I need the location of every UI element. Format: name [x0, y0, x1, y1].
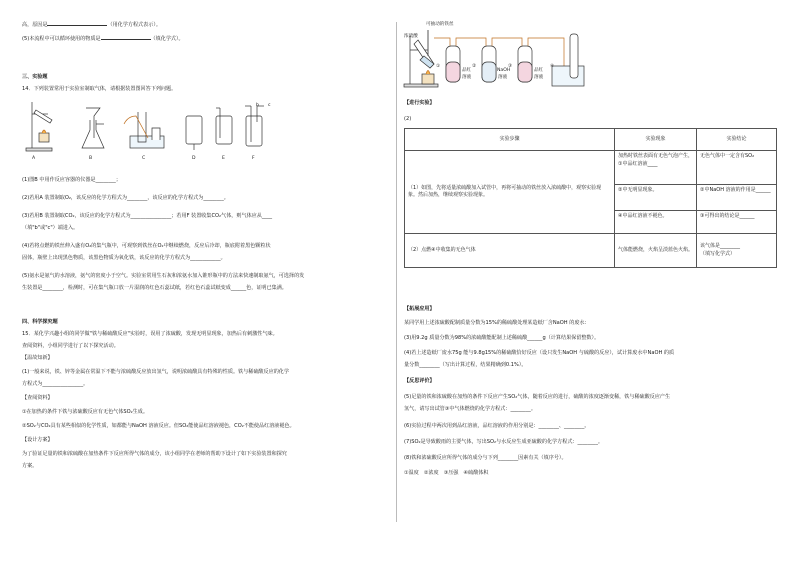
answer-blank[interactable]	[47, 22, 107, 26]
subheading: 【拓展应用】	[404, 306, 435, 312]
apparatus-label: F	[252, 156, 255, 161]
option-line: ①温度 ②浓度 ③压强 ④硫酸体积	[404, 470, 489, 476]
table-cell-phenomenon: 气体能燃烧，火焰呈淡蓝色火焰。	[615, 234, 697, 268]
diagram-label: NaOH	[497, 68, 511, 73]
subheading: 【反思评价】	[404, 378, 435, 384]
question-line: (3)若用B 装置制取CO₂，该反应的化学方程式为________________；若用F 装置收集CO₂气体，则气体应从____	[22, 213, 273, 219]
table-cell-phenomenon	[615, 151, 697, 234]
question-intro: 14．下列装置常用于实验室制取气体，请根据装置图回答下列问题。	[22, 86, 177, 92]
table-cell-step: （1）如图，先将适量浓硫酸加入试管中，再将可抽动的铁丝放入浓硫酸中，观察实验现象。然后加热，继续观察实验现象。	[405, 151, 615, 234]
apparatus-label: B	[89, 156, 93, 161]
question-line: 为了验证足量的铁和浓硫酸在加热条件下反应所得气体的成分，该小组同学在老师的帮助下设计了如下实验装置和探究	[22, 451, 287, 457]
question-line: (4)若上述造纸厂废水75g 能与9.8g15%的稀硫酸恰好反应（设只发生NaOH 与硫酸的反应），试计算废水中NaOH 的质	[404, 350, 675, 356]
question-line: 查阅资料，小组同学进行了以下探究活动。	[22, 343, 119, 349]
question-line: (8)铁和浓硫酸反应所得气体的成分与下列________因素有关（填序号）。	[404, 455, 567, 461]
apparatus-label: E	[222, 156, 225, 161]
apparatus-f	[245, 106, 264, 146]
diagram-number: ④	[550, 64, 555, 69]
question-line: (5)氨水是氨气的水溶液，氨气的密度小于空气。实验室常用生石灰和浓氨水加入锥形瓶中的方法来快速制取氨气，可选择的发	[22, 273, 305, 279]
question-line: 某同学用上述浓硫酸配制质量分数为15%的稀硫酸处理某造纸厂含NaOH 的废水：	[404, 320, 590, 326]
apparatus-b	[82, 108, 104, 148]
table-row	[405, 234, 777, 268]
port-label-c: c	[268, 103, 271, 108]
reaction-apparatus-figure	[404, 22, 604, 92]
question-number: (2)	[404, 116, 412, 122]
question-line: (4)若将点燃的铁丝伸入盛有O₂的集气瓶中，可观察到铁丝在O₂中继续燃烧，反应后冷却，瓶底附着黑色颗粒状	[22, 243, 271, 249]
port-label-b: b	[256, 103, 259, 108]
table-header: 实验现象	[615, 129, 697, 151]
question-line: 氢气，请写出试管③中气体燃烧的化学方程式：________。	[404, 406, 536, 412]
answer-blank[interactable]	[101, 36, 151, 40]
diagram-label: 溶液	[498, 75, 508, 80]
question-line: ②SO₂与CO₂具有某些相似的化学性质，如都能与NaOH 溶液反应。但SO₂能使品红溶液褪色，CO₂不能使品红溶液褪色。	[22, 423, 295, 429]
conclusion-item: ③可得出的结论是______	[700, 213, 755, 219]
diagram-number: ③	[508, 64, 513, 69]
question-line: 15．某化学兴趣小组的同学做"铁与稀硫酸反应"实验时，误用了浓硫酸，发现无明显现象，加热后有刺激性气味。	[22, 331, 278, 337]
text-line: 高，原因是 （用化学方程式表示）。	[22, 22, 161, 28]
apparatus-e	[216, 108, 232, 144]
diagram-label: 溶液	[462, 75, 472, 80]
diagram-label: 浓硫酸	[404, 34, 418, 39]
table-header-row	[405, 129, 777, 151]
question-line: (5)足量的铁和浓硫酸在加热的条件下反应产生SO₂气体，随着反应的进行，硫酸的浓度逐渐变稀，铁与稀硫酸反应产生	[404, 394, 671, 400]
question-line: (2)若用A 装置制取O₂，该反应的化学方程式为________，该反应的化学方程式为________。	[22, 195, 229, 201]
diagram-label: 溶液	[534, 75, 544, 80]
subheading: 【温故知新】	[22, 355, 53, 361]
subheading: 【设计方案】	[22, 437, 53, 443]
phenomenon-item: ④中品红溶液不褪色。	[618, 213, 668, 219]
question-line: (7)SO₂是导致酸雨的主要气体，写出SO₂与水反应生成亚硫酸的化学方程式：________。	[404, 439, 603, 445]
question-line: 量分数________（写出计算过程，结果精确到0.1%）。	[404, 362, 527, 368]
conclusion-item: （填写化学式）	[700, 250, 736, 257]
question-line: (6)实验过程中两次用到品红溶液，品红溶液的作用分别是：________、________。	[404, 423, 590, 429]
diagram-label: 品红	[462, 68, 472, 73]
text-line: (5)本流程中可以循环使用的物质是 （填化学式）。	[22, 36, 184, 42]
question-line: 生装置是________，检测时，可在集气瓶口放一片湿润的红色石蕊试纸，若红色石蕊试纸变成______色，证明已集满。	[22, 285, 287, 291]
question-line: (3)用9.2g 质量分数为98%的浓硫酸能配制上述稀硫酸______g（计算结果保留整数）。	[404, 335, 600, 341]
question-line: 方案。	[22, 463, 38, 469]
conclusion-item: 无色气体中一定含有SO₂	[697, 151, 776, 185]
question-line: (1)一般来说，铁、锌等金属在常温下不能与浓硫酸反应放出氢气，说明浓硫酸具有特殊的性质。铁与稀硫酸反应的化学	[22, 369, 289, 375]
experiment-table	[404, 128, 777, 268]
subheading: 【查阅资料】	[22, 395, 53, 401]
question-line: (1)图B 中用作反应容器的仪器是________；	[22, 177, 121, 183]
conclusion-item: 该气体是________	[700, 243, 741, 249]
question-line: 固体，瓶壁上出现黑色物质，该黑色物质为氧化铁，该反应的化学方程式为____________。	[22, 255, 226, 261]
question-line: 方程式为________________。	[22, 381, 89, 387]
apparatus-d	[186, 116, 202, 150]
section-heading: 三、实验题	[22, 74, 48, 80]
apparatus-figure	[26, 98, 276, 168]
diagram-number: ①	[436, 64, 441, 69]
table-header: 实验步骤	[405, 129, 615, 151]
section-heading: 四、科学探究题	[22, 319, 58, 325]
apparatus-a	[26, 102, 52, 151]
diagram-number: ②	[472, 64, 477, 69]
apparatus-label: C	[142, 156, 146, 161]
table-cell-step: （2）点燃④中收集的无色气体	[405, 234, 615, 268]
diagram-label: 品红	[534, 68, 544, 73]
apparatus-c	[124, 112, 164, 148]
table-header: 实验结论	[697, 129, 777, 151]
table-cell-conclusion	[697, 234, 777, 268]
subheading: 【进行实验】	[404, 100, 435, 106]
diagram-label: 可抽动的铁丝	[426, 22, 454, 27]
table-row	[405, 151, 777, 234]
question-line: （填"b"或"c"）端进入。	[22, 225, 79, 231]
table-cell-conclusion	[697, 151, 777, 234]
apparatus-label: D	[192, 156, 196, 161]
question-line: ①在加热的条件下铁与浓硫酸反应有无色气体SO₂生成。	[22, 409, 148, 415]
conclusion-item: ②中NaOH 溶液的作用是______	[697, 185, 776, 211]
phenomenon-item: ②中无明显现象。	[615, 185, 696, 211]
apparatus-label: A	[32, 156, 36, 161]
phenomenon-item: 加热时铁丝表面有无色气泡产生，①中品红溶液____	[615, 151, 696, 185]
column-divider	[396, 22, 397, 522]
